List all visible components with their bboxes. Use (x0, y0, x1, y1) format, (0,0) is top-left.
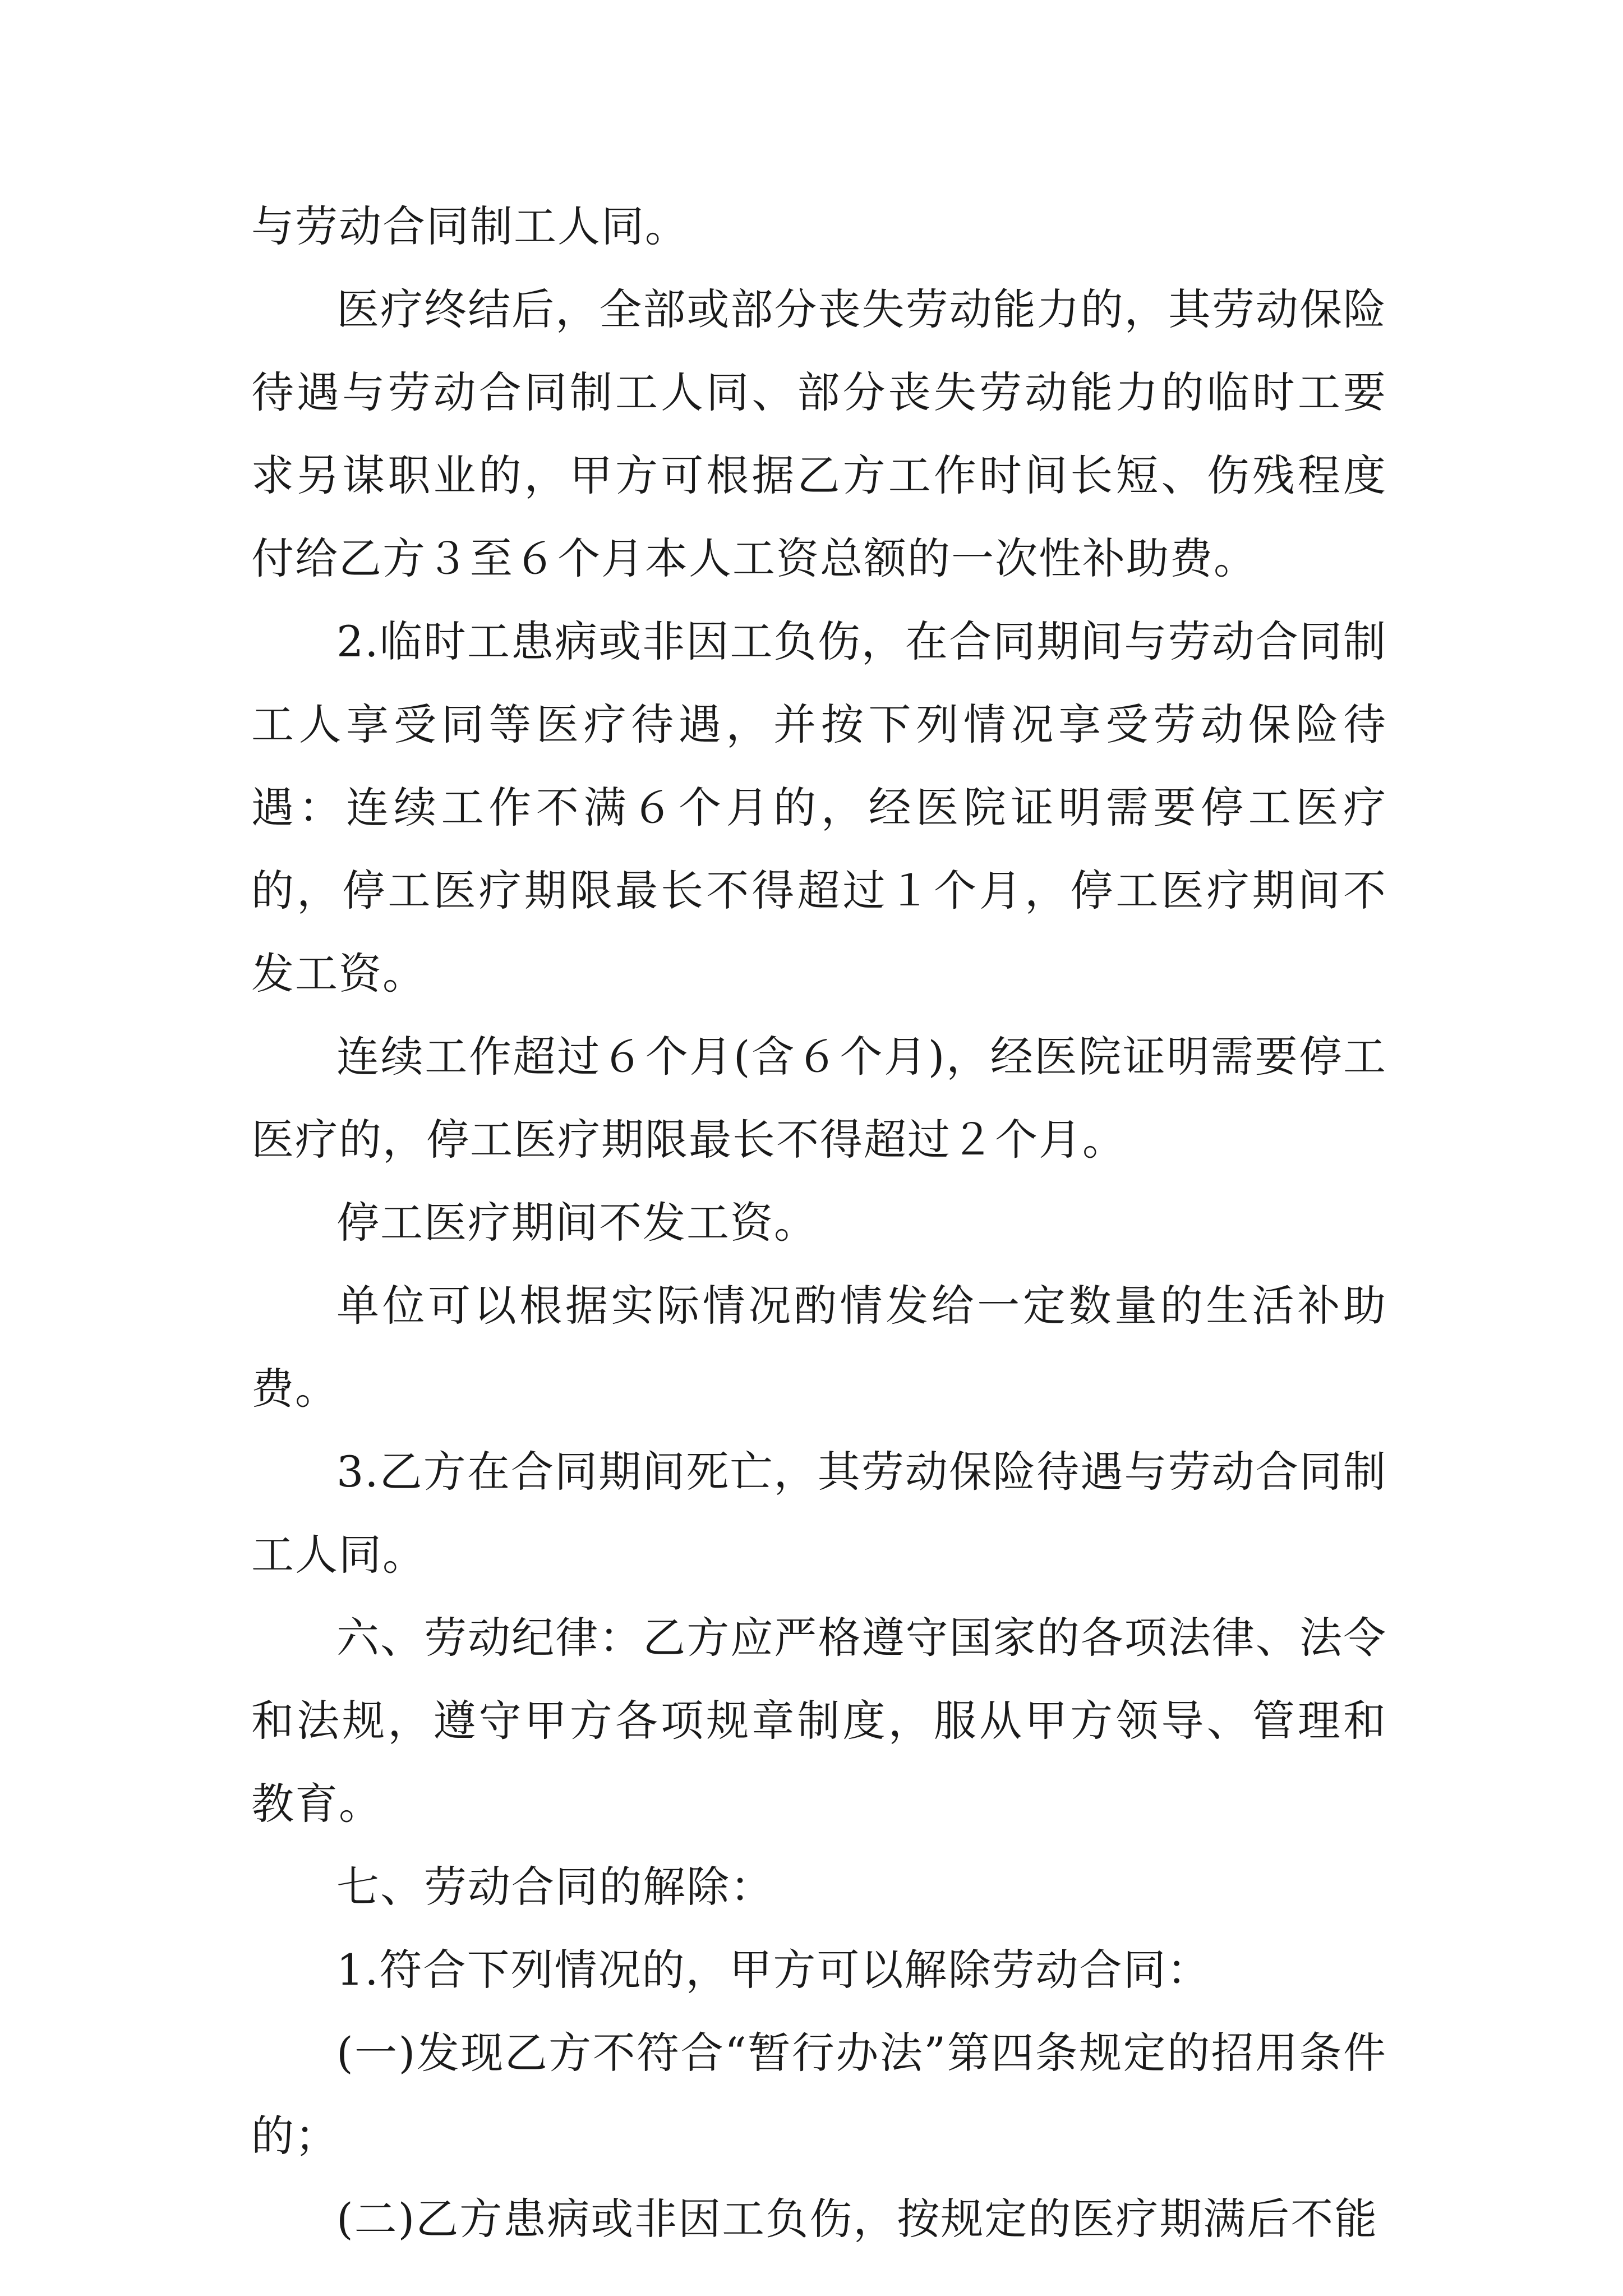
paragraph-living-subsidy: 单位可以根据实际情况酌情发给一定数量的生活补助费。 (251, 1281, 1387, 1414)
paragraph-section-7-heading: 七、劳动合同的解除： (336, 1862, 774, 1912)
paragraph-item-2: 2.临时工患病或非因工负伤，在合同期间与劳动合同制工人享受同等医疗待遇，并按下列情况享受劳动保险待遇：连续工作不满６个月的，经医院证明需要停工医疗的，停工医疗期限最长不得超过１个月，停工医疗期间不发工资。 (251, 616, 1387, 999)
paragraph-no-wages: 停工医疗期间不发工资。 (336, 1198, 818, 1248)
paragraph-section-6: 六、劳动纪律：乙方应严格遵守国家的各项法律、法令和法规，遵守甲方各项规章制度，服从甲方领导、管理和教育。 (251, 1613, 1387, 1829)
paragraph-section-7-item-1: 1.符合下列情况的，甲方可以解除劳动合同： (336, 1945, 1211, 1995)
paragraph-continuation: 与劳动合同制工人同。 (251, 201, 689, 251)
document-body (251, 185, 1387, 2261)
paragraph-medical-termination: 医疗终结后，全部或部分丧失劳动能力的，其劳动保险待遇与劳动合同制工人同、部分丧失劳动能力的临时工要求另谋职业的，甲方可根据乙方工作时间长短、伤残程度付给乙方３至６个月本人工资总额的一次性补助费。 (251, 284, 1387, 583)
paragraph-over-six-months: 连续工作超过６个月(含６个月)，经医院证明需要停工医疗的，停工医疗期限最长不得超过２个月。 (251, 1032, 1387, 1165)
paragraph-subitem-1: (一)发现乙方不符合“暂行办法”第四条规定的招用条件的； (251, 2028, 1387, 2161)
paragraph-item-3: 3.乙方在合同期间死亡，其劳动保险待遇与劳动合同制工人同。 (251, 1447, 1387, 1580)
paragraph-subitem-2: (二)乙方患病或非因工负伤，按规定的医疗期满后不能 (336, 2194, 1378, 2244)
